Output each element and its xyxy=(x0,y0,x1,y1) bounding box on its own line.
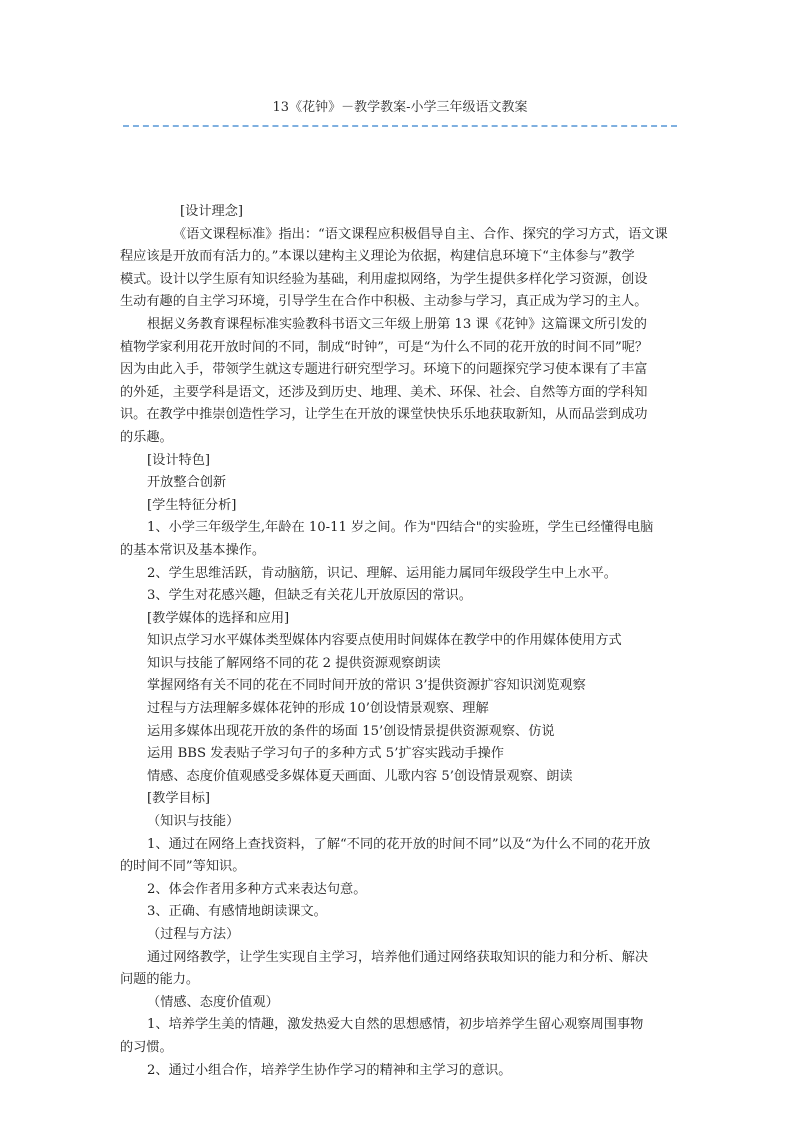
text-line: 运用多媒体出现花开放的条件的场面 15’创设情景提供资源观察、仿说 xyxy=(147,723,555,739)
text-line: 识。在教学中推崇创造性学习，让学生在开放的课堂快快乐乐地获取新知，从而品尝到成功 xyxy=(120,407,648,423)
text-line: 开放整合创新 xyxy=(147,475,227,491)
text-line: 的外延，主要学科是语文，还涉及到历史、地理、美术、环保、社会、自然等方面的学科知 xyxy=(120,384,648,400)
document-body xyxy=(120,201,688,1082)
text-line: （过程与方法） xyxy=(147,927,240,942)
text-line: （知识与技能） xyxy=(147,814,240,830)
text-line: [设计理念] xyxy=(180,204,244,219)
text-line: 的时间不同”等知识。 xyxy=(120,859,246,875)
text-line: 《语文课程标准》指出：“语文课程应积极倡导自主、合作、探究的学习方式，语文课 xyxy=(173,226,668,242)
text-line: [设计特色] xyxy=(147,452,211,468)
text-line: [学生特征分析] xyxy=(147,497,237,513)
text-line: 掌握网络有关不同的花在不同时间开放的常识 3’提供资源扩容知识浏览观察 xyxy=(147,678,586,694)
text-line: 1、小学三年级学生,年龄在 10-11 岁之间。作为"四结合"的实验班，学生已经懂得电脑 xyxy=(147,520,654,536)
text-line: 运用 BBS 发表贴子学习句子的多种方式 5’扩容实践动手操作 xyxy=(147,746,504,762)
text-line: 知识点学习水平媒体类型媒体内容要点使用时间媒体在教学中的作用媒体使用方式 xyxy=(147,633,622,649)
text-line: 2、体会作者用多种方式来表达句意。 xyxy=(147,881,367,897)
text-line: 情感、态度价值观感受多媒体夏天画面、儿歌内容 5’创设情景观察、朗读 xyxy=(147,768,573,784)
text-line: 生动有趣的自主学习环境，引导学生在合作中积极、主动参与学习，真正成为学习的主人。 xyxy=(120,294,648,310)
text-line: 1、通过在网络上查找资料，了解“不同的花开放的时间不同”以及“为什么不同的花开放 xyxy=(147,836,651,852)
text-line: 根据义务教育课程标准实验教科书语文三年级上册第 13 课《花钟》这篇课文所引发的 xyxy=(147,316,647,332)
text-line: 3、学生对花感兴趣，但缺乏有关花儿开放原因的常识。 xyxy=(147,588,472,604)
text-line: 因为由此入手，带领学生就这专题进行研究型学习。环境下的问题探究学习使本课有了丰富 xyxy=(120,362,648,378)
text-line: 程应该是开放而有活力的。”本课以建构主义理论为依据，构建信息环境下“主体参与”教学 xyxy=(120,249,635,265)
text-line: （情感、态度价值观） xyxy=(147,994,279,1010)
text-line: [教学媒体的选择和应用] xyxy=(147,610,290,626)
text-line: 的习惯。 xyxy=(120,1039,173,1055)
text-line: 过程与方法理解多媒体花钟的形成 10’创设情景观察、理解 xyxy=(147,701,489,717)
text-line: 3、正确、有感情地朗读课文。 xyxy=(147,904,327,920)
text-line: 植物学家利用花开放时间的不同，制成“时钟”，可是“为什么不同的花开放的时间不同”呢？ xyxy=(120,339,649,355)
page-title: 13《花钟》－教学教案-小学三年级语文教案 xyxy=(272,100,528,115)
text-line: 2、学生思维活跃，肯动脑筋，识记、理解、运用能力属同年级段学生中上水平。 xyxy=(147,565,617,581)
text-line: [教学目标] xyxy=(147,791,211,807)
text-line: 通过网络教学，让学生实现自主学习，培养他们通过网络获取知识的能力和分析、解决 xyxy=(147,949,649,965)
title-divider xyxy=(123,125,677,127)
text-line: 模式。设计以学生原有知识经验为基础，利用虚拟网络，为学生提供多样化学习资源，创设 xyxy=(120,271,648,287)
text-line: 的基本常识及基本操作。 xyxy=(120,542,266,558)
text-line: 知识与技能了解网络不同的花 2 提供资源观察朗读 xyxy=(147,655,441,671)
text-line: 问题的能力。 xyxy=(120,972,200,988)
text-line: 2、通过小组合作，培养学生协作学习的精神和主学习的意识。 xyxy=(147,1062,512,1078)
text-line: 的乐趣。 xyxy=(120,429,173,445)
text-line: 1、培养学生美的情趣，激发热爱大自然的思想感情，初步培养学生留心观察周围事物 xyxy=(147,1017,644,1033)
